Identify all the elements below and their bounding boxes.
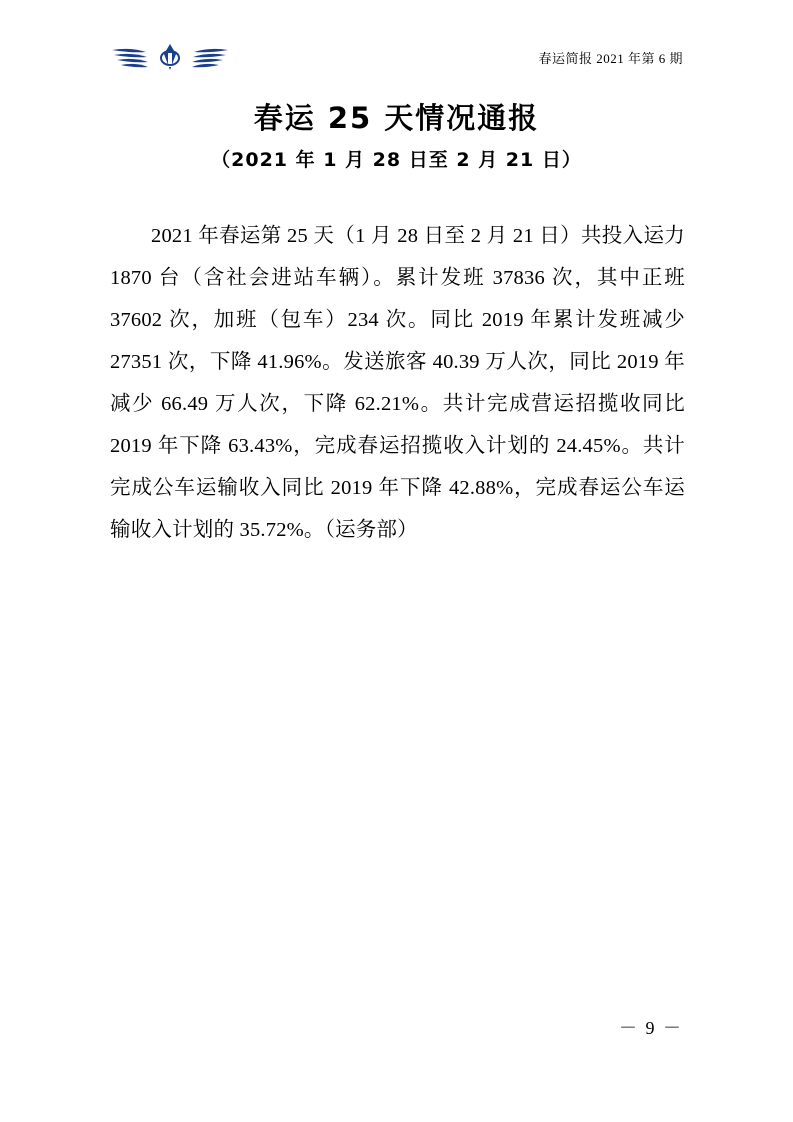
page-subtitle: （2021 年 1 月 28 日至 2 月 21 日） — [211, 149, 582, 171]
page-number: － 9 － — [619, 1018, 683, 1038]
page-header — [110, 40, 683, 80]
bulletin-issue-label: 春运简报 2021 年第 6 期 — [538, 51, 683, 66]
body-paragraph: 2021 年春运第 25 天（1 月 28 日至 2 月 21 日）共投入运力 1870 台（含社会进站车辆）。累计发班 37836 次，其中正班 37602 次，加班（包车）234 次。同比 2019 年累计发班减少 27351 次，下降 41.96%。发送旅客 40.39 万人次，同比 2019 年减少 66.49 万人次，下降 62.21%。共计完成营运招揽收同比 2019 年下降 63.43%，完成春运招揽收入计划的 24.45%。共计完成公车运输收入同比 2019 年下降 42.88%，完成春运公车运输收入计划的 35.72%。（运务部） — [110, 225, 685, 541]
winged-emblem-logo-icon — [110, 40, 230, 74]
page-title: 春运 25 天情况通报 — [253, 101, 540, 135]
